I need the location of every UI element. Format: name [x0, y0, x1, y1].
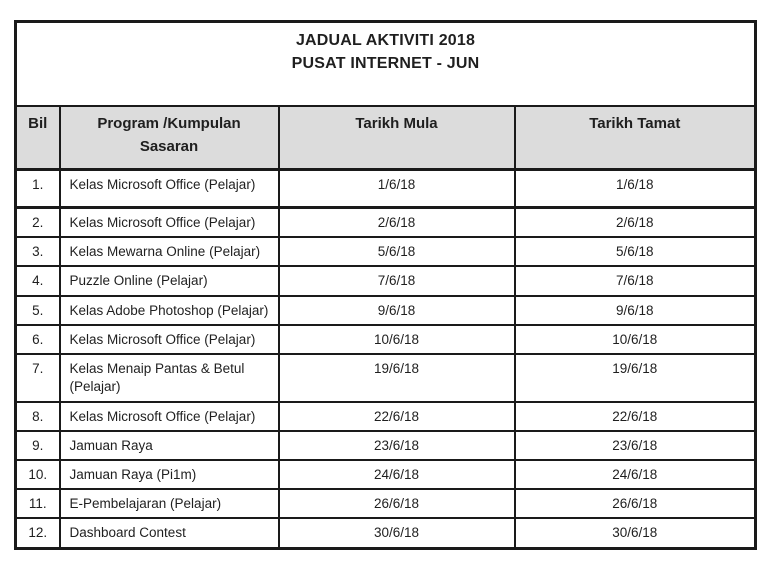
bil-cell: 1.	[16, 170, 60, 208]
program-cell: Jamuan Raya (Pi1m)	[60, 460, 279, 489]
bil-cell: 6.	[16, 325, 60, 354]
program-cell: Kelas Adobe Photoshop (Pelajar)	[60, 296, 279, 325]
tarikh-tamat-cell: 19/6/18	[515, 354, 756, 401]
bil-cell: 2.	[16, 208, 60, 238]
table-row	[16, 354, 756, 401]
program-cell: Puzzle Online (Pelajar)	[60, 266, 279, 295]
table-row	[16, 325, 756, 354]
table-body	[16, 170, 756, 549]
table-row	[16, 170, 756, 208]
tarikh-mula-cell: 9/6/18	[279, 296, 515, 325]
bil-cell: 7.	[16, 354, 60, 401]
tarikh-tamat-cell: 10/6/18	[515, 325, 756, 354]
program-cell: Kelas Menaip Pantas & Betul (Pelajar)	[60, 354, 279, 401]
column-header-bil: Bil	[16, 106, 60, 170]
table-title	[16, 22, 756, 107]
bil-cell: 10.	[16, 460, 60, 489]
title-line-1: JADUAL AKTIVITI 2018	[295, 32, 476, 49]
bil-cell: 11.	[16, 489, 60, 518]
tarikh-tamat-cell: 26/6/18	[515, 489, 756, 518]
bil-cell: 8.	[16, 402, 60, 431]
table-row	[16, 431, 756, 460]
tarikh-tamat-cell: 30/6/18	[515, 518, 756, 548]
tarikh-tamat-cell: 1/6/18	[515, 170, 756, 208]
tarikh-mula-cell: 5/6/18	[279, 237, 515, 266]
tarikh-mula-cell: 24/6/18	[279, 460, 515, 489]
column-header-tarikh-tamat: Tarikh Tamat	[515, 106, 756, 170]
table-row	[16, 237, 756, 266]
program-cell: E-Pembelajaran (Pelajar)	[60, 489, 279, 518]
table-row	[16, 266, 756, 295]
tarikh-mula-cell: 19/6/18	[279, 354, 515, 401]
program-cell: Kelas Microsoft Office (Pelajar)	[60, 208, 279, 238]
table-row	[16, 296, 756, 325]
program-cell: Kelas Microsoft Office (Pelajar)	[60, 402, 279, 431]
bil-cell: 3.	[16, 237, 60, 266]
tarikh-tamat-cell: 22/6/18	[515, 402, 756, 431]
table-row	[16, 460, 756, 489]
tarikh-tamat-cell: 9/6/18	[515, 296, 756, 325]
table-row	[16, 489, 756, 518]
program-cell: Kelas Mewarna Online (Pelajar)	[60, 237, 279, 266]
program-cell: Dashboard Contest	[60, 518, 279, 548]
tarikh-mula-cell: 22/6/18	[279, 402, 515, 431]
title-row	[16, 22, 756, 107]
table-row	[16, 518, 756, 548]
column-header-tarikh-mula: Tarikh Mula	[279, 106, 515, 170]
header-row	[16, 106, 756, 170]
program-cell: Kelas Microsoft Office (Pelajar)	[60, 170, 279, 208]
tarikh-tamat-cell: 2/6/18	[515, 208, 756, 238]
tarikh-mula-cell: 26/6/18	[279, 489, 515, 518]
tarikh-mula-cell: 30/6/18	[279, 518, 515, 548]
tarikh-tamat-cell: 23/6/18	[515, 431, 756, 460]
title-line-2: PUSAT INTERNET - JUN	[291, 55, 480, 73]
tarikh-mula-cell: 10/6/18	[279, 325, 515, 354]
tarikh-tamat-cell: 5/6/18	[515, 237, 756, 266]
tarikh-mula-cell: 2/6/18	[279, 208, 515, 238]
program-cell: Kelas Microsoft Office (Pelajar)	[60, 325, 279, 354]
tarikh-mula-cell: 1/6/18	[279, 170, 515, 208]
activity-table	[14, 20, 757, 550]
tarikh-mula-cell: 7/6/18	[279, 266, 515, 295]
bil-cell: 12.	[16, 518, 60, 548]
tarikh-tamat-cell: 7/6/18	[515, 266, 756, 295]
column-header-program: Program /Kumpulan Sasaran	[60, 106, 279, 170]
tarikh-mula-cell: 23/6/18	[279, 431, 515, 460]
program-cell: Jamuan Raya	[60, 431, 279, 460]
tarikh-tamat-cell: 24/6/18	[515, 460, 756, 489]
bil-cell: 5.	[16, 296, 60, 325]
bil-cell: 4.	[16, 266, 60, 295]
bil-cell: 9.	[16, 431, 60, 460]
table-row	[16, 208, 756, 238]
table-row	[16, 402, 756, 431]
